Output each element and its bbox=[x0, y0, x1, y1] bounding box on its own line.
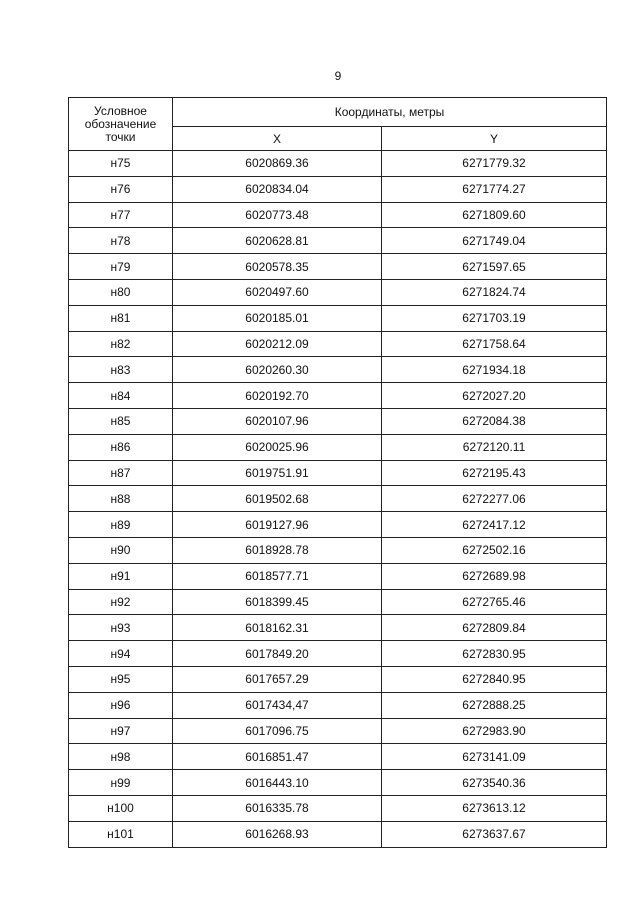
x-coordinate-cell: 6020212.09 bbox=[173, 331, 382, 357]
x-coordinate-cell: 6020107.96 bbox=[173, 408, 382, 434]
point-cell: н94 bbox=[69, 641, 173, 667]
x-coordinate-cell: 6020869.36 bbox=[173, 151, 382, 177]
point-cell: н88 bbox=[69, 486, 173, 512]
table-row bbox=[69, 460, 607, 486]
y-coordinate-cell: 6271824.74 bbox=[382, 279, 607, 305]
point-cell: н89 bbox=[69, 512, 173, 538]
point-cell: н82 bbox=[69, 331, 173, 357]
point-cell: н98 bbox=[69, 744, 173, 770]
point-cell: н95 bbox=[69, 666, 173, 692]
y-coordinate-cell: 6272765.46 bbox=[382, 589, 607, 615]
table-row bbox=[69, 486, 607, 512]
table-row bbox=[69, 434, 607, 460]
point-cell: н80 bbox=[69, 279, 173, 305]
table-row bbox=[69, 228, 607, 254]
x-coordinate-cell: 6020578.35 bbox=[173, 254, 382, 280]
table-row bbox=[69, 692, 607, 718]
table-row bbox=[69, 512, 607, 538]
table-row bbox=[69, 357, 607, 383]
y-coordinate-cell: 6271774.27 bbox=[382, 176, 607, 202]
y-coordinate-cell: 6273540.36 bbox=[382, 770, 607, 796]
x-coordinate-cell: 6019127.96 bbox=[173, 512, 382, 538]
x-coordinate-cell: 6016335.78 bbox=[173, 795, 382, 821]
x-coordinate-cell: 6019751.91 bbox=[173, 460, 382, 486]
y-coordinate-cell: 6272417.12 bbox=[382, 512, 607, 538]
y-coordinate-cell: 6273613.12 bbox=[382, 795, 607, 821]
x-coordinate-cell: 6020773.48 bbox=[173, 202, 382, 228]
y-coordinate-cell: 6271749.04 bbox=[382, 228, 607, 254]
table-row bbox=[69, 537, 607, 563]
x-coordinate-cell: 6018399.45 bbox=[173, 589, 382, 615]
table-row bbox=[69, 615, 607, 641]
x-coordinate-cell: 6017849.20 bbox=[173, 641, 382, 667]
y-column-header: Y bbox=[382, 127, 607, 151]
table-row bbox=[69, 254, 607, 280]
y-coordinate-cell: 6272840.95 bbox=[382, 666, 607, 692]
y-coordinate-cell: 6272502.16 bbox=[382, 537, 607, 563]
y-coordinate-cell: 6271809.60 bbox=[382, 202, 607, 228]
table-row bbox=[69, 795, 607, 821]
point-cell: н92 bbox=[69, 589, 173, 615]
x-coordinate-cell: 6020025.96 bbox=[173, 434, 382, 460]
point-cell: н93 bbox=[69, 615, 173, 641]
y-coordinate-cell: 6272120.11 bbox=[382, 434, 607, 460]
y-coordinate-cell: 6271758.64 bbox=[382, 331, 607, 357]
point-cell: н83 bbox=[69, 357, 173, 383]
point-cell: н85 bbox=[69, 408, 173, 434]
table-row bbox=[69, 202, 607, 228]
x-coordinate-cell: 6020497.60 bbox=[173, 279, 382, 305]
point-cell: н87 bbox=[69, 460, 173, 486]
y-coordinate-cell: 6272027.20 bbox=[382, 383, 607, 409]
table-row bbox=[69, 744, 607, 770]
y-coordinate-cell: 6271703.19 bbox=[382, 305, 607, 331]
x-coordinate-cell: 6017434,47 bbox=[173, 692, 382, 718]
x-coordinate-cell: 6018162.31 bbox=[173, 615, 382, 641]
point-cell: н99 bbox=[69, 770, 173, 796]
point-cell: н78 bbox=[69, 228, 173, 254]
table-row bbox=[69, 589, 607, 615]
table-row bbox=[69, 279, 607, 305]
point-cell: н97 bbox=[69, 718, 173, 744]
y-coordinate-cell: 6273637.67 bbox=[382, 821, 607, 847]
point-cell: н84 bbox=[69, 383, 173, 409]
table-body bbox=[69, 151, 607, 848]
y-coordinate-cell: 6273141.09 bbox=[382, 744, 607, 770]
x-coordinate-cell: 6020185.01 bbox=[173, 305, 382, 331]
y-coordinate-cell: 6272277.06 bbox=[382, 486, 607, 512]
y-coordinate-cell: 6272689.98 bbox=[382, 563, 607, 589]
table-row bbox=[69, 641, 607, 667]
x-coordinate-cell: 6017657.29 bbox=[173, 666, 382, 692]
table-row bbox=[69, 770, 607, 796]
coordinates-header: Координаты, метры bbox=[173, 98, 607, 127]
point-cell: н79 bbox=[69, 254, 173, 280]
point-cell: н75 bbox=[69, 151, 173, 177]
page-number: 9 bbox=[334, 69, 342, 83]
table-row bbox=[69, 383, 607, 409]
x-coordinate-cell: 6020192.70 bbox=[173, 383, 382, 409]
coordinates-table bbox=[68, 97, 607, 848]
y-coordinate-cell: 6272084.38 bbox=[382, 408, 607, 434]
point-cell: н77 bbox=[69, 202, 173, 228]
x-coordinate-cell: 6020260.30 bbox=[173, 357, 382, 383]
y-coordinate-cell: 6272830.95 bbox=[382, 641, 607, 667]
table-row bbox=[69, 305, 607, 331]
table-row bbox=[69, 821, 607, 847]
point-cell: н100 bbox=[69, 795, 173, 821]
y-coordinate-cell: 6271934.18 bbox=[382, 357, 607, 383]
x-coordinate-cell: 6018577.71 bbox=[173, 563, 382, 589]
x-coordinate-cell: 6019502.68 bbox=[173, 486, 382, 512]
y-coordinate-cell: 6272809.84 bbox=[382, 615, 607, 641]
x-coordinate-cell: 6016443.10 bbox=[173, 770, 382, 796]
y-coordinate-cell: 6271779.32 bbox=[382, 151, 607, 177]
point-cell: н96 bbox=[69, 692, 173, 718]
y-coordinate-cell: 6271597.65 bbox=[382, 254, 607, 280]
table-row bbox=[69, 331, 607, 357]
x-coordinate-cell: 6018928.78 bbox=[173, 537, 382, 563]
y-coordinate-cell: 6272195.43 bbox=[382, 460, 607, 486]
x-coordinate-cell: 6016851.47 bbox=[173, 744, 382, 770]
y-coordinate-cell: 6272888.25 bbox=[382, 692, 607, 718]
x-coordinate-cell: 6020628.81 bbox=[173, 228, 382, 254]
table-row bbox=[69, 408, 607, 434]
x-coordinate-cell: 6016268.93 bbox=[173, 821, 382, 847]
x-coordinate-cell: 6017096.75 bbox=[173, 718, 382, 744]
table-row bbox=[69, 176, 607, 202]
point-designation-header: Условное обозначение точки bbox=[69, 98, 173, 151]
point-cell: н76 bbox=[69, 176, 173, 202]
point-cell: н81 bbox=[69, 305, 173, 331]
table-row bbox=[69, 151, 607, 177]
x-column-header: X bbox=[173, 127, 382, 151]
table-row bbox=[69, 563, 607, 589]
point-cell: н91 bbox=[69, 563, 173, 589]
point-cell: н101 bbox=[69, 821, 173, 847]
table-row bbox=[69, 718, 607, 744]
y-coordinate-cell: 6272983.90 bbox=[382, 718, 607, 744]
point-cell: н90 bbox=[69, 537, 173, 563]
point-cell: н86 bbox=[69, 434, 173, 460]
table-row bbox=[69, 666, 607, 692]
x-coordinate-cell: 6020834.04 bbox=[173, 176, 382, 202]
